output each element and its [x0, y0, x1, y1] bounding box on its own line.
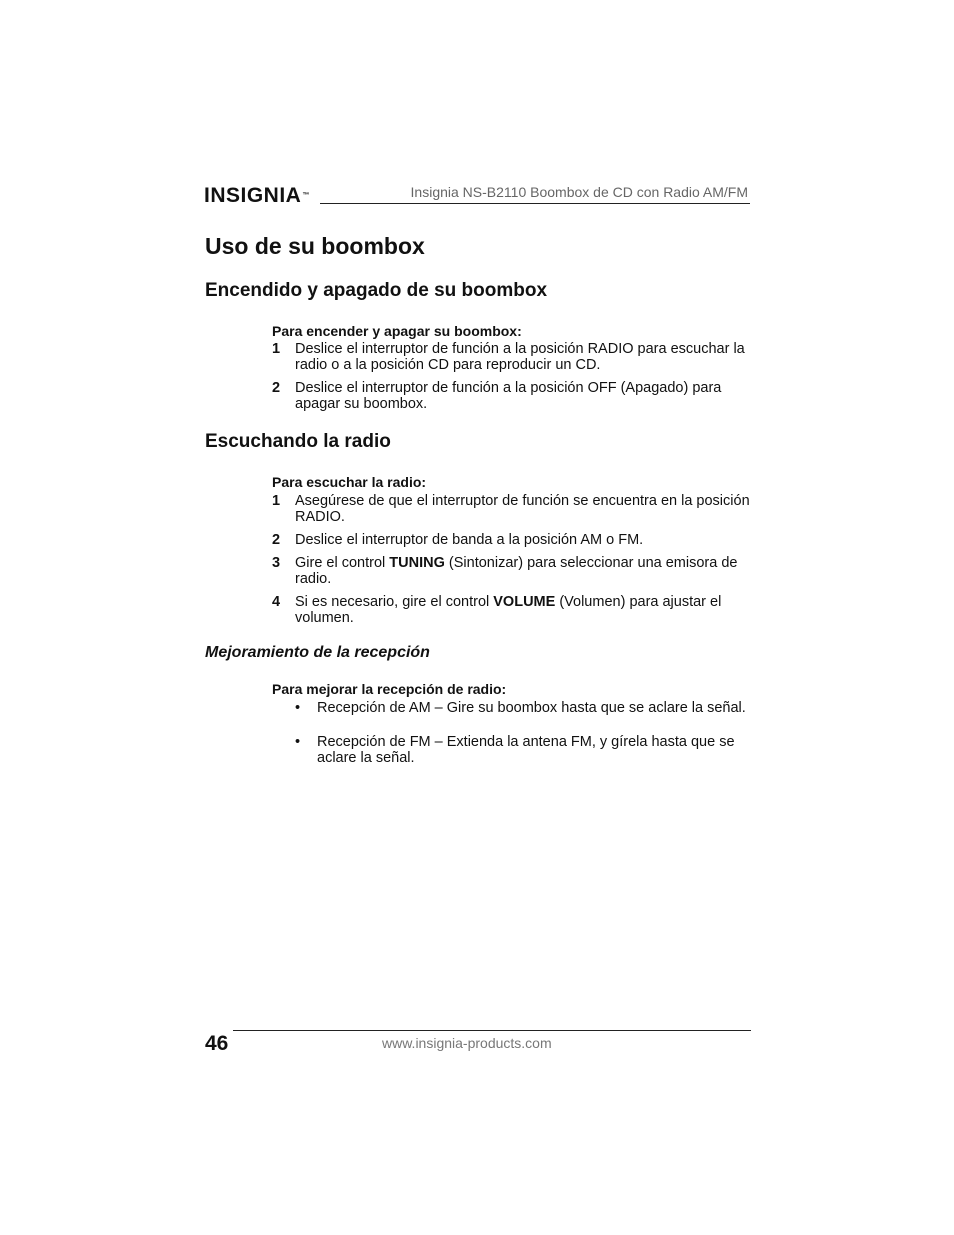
- step-number: 4: [272, 594, 281, 610]
- subsection-heading-reception: Mejoramiento de la recepción: [205, 644, 430, 661]
- step-text: Asegúrese de que el interruptor de función se encuentra en la posición RADIO.: [295, 493, 750, 525]
- step-text: Si es necesario, gire el control VOLUME (Volumen) para ajustar el volumen.: [295, 594, 722, 626]
- running-head: Insignia NS-B2110 Boombox de CD con Radio AM/FM: [410, 184, 748, 200]
- page-number: 46: [205, 1032, 229, 1055]
- brand-logo: INSIGNIA™: [204, 184, 310, 207]
- procedure-title-power: Para encender y apagar su boombox:: [272, 323, 522, 339]
- trademark-symbol: ™: [302, 192, 310, 199]
- step-number: 1: [272, 341, 281, 357]
- bullet-text: Recepción de AM – Gire su boombox hasta que se aclare la señal.: [317, 700, 746, 716]
- step-text: Deslice el interruptor de función a la posición RADIO para escuchar la radio o a la posición CD para reproducir un CD.: [295, 341, 745, 373]
- page-title: Uso de su boombox: [205, 233, 425, 259]
- bullet-mark: •: [295, 700, 301, 716]
- bullet-mark: •: [295, 734, 301, 750]
- control-name-tuning: TUNING: [389, 555, 445, 571]
- step-number: 3: [272, 555, 281, 571]
- procedure-title-radio: Para escuchar la radio:: [272, 474, 427, 490]
- step-number: 2: [272, 532, 281, 548]
- section-heading-radio: Escuchando la radio: [205, 431, 391, 452]
- control-name-volume: VOLUME: [493, 594, 556, 610]
- step-text: Gire el control TUNING (Sintonizar) para seleccionar una emisora de radio.: [295, 555, 738, 587]
- procedure-title-reception: Para mejorar la recepción de radio:: [272, 681, 507, 697]
- footer-rule: [233, 1030, 751, 1031]
- section-heading-power: Encendido y apagado de su boombox: [205, 280, 548, 301]
- step-number: 2: [272, 380, 281, 396]
- step-number: 1: [272, 493, 281, 509]
- header-rule: [320, 203, 750, 204]
- step-text: Deslice el interruptor de banda a la posición AM o FM.: [295, 532, 644, 548]
- bullet-text: Recepción de FM – Extienda la antena FM, y gírela hasta que se aclare la señal.: [317, 734, 735, 766]
- footer-url: www.insignia-products.com: [382, 1035, 552, 1051]
- step-text: Deslice el interruptor de función a la posición OFF (Apagado) para apagar su boombox.: [295, 380, 722, 412]
